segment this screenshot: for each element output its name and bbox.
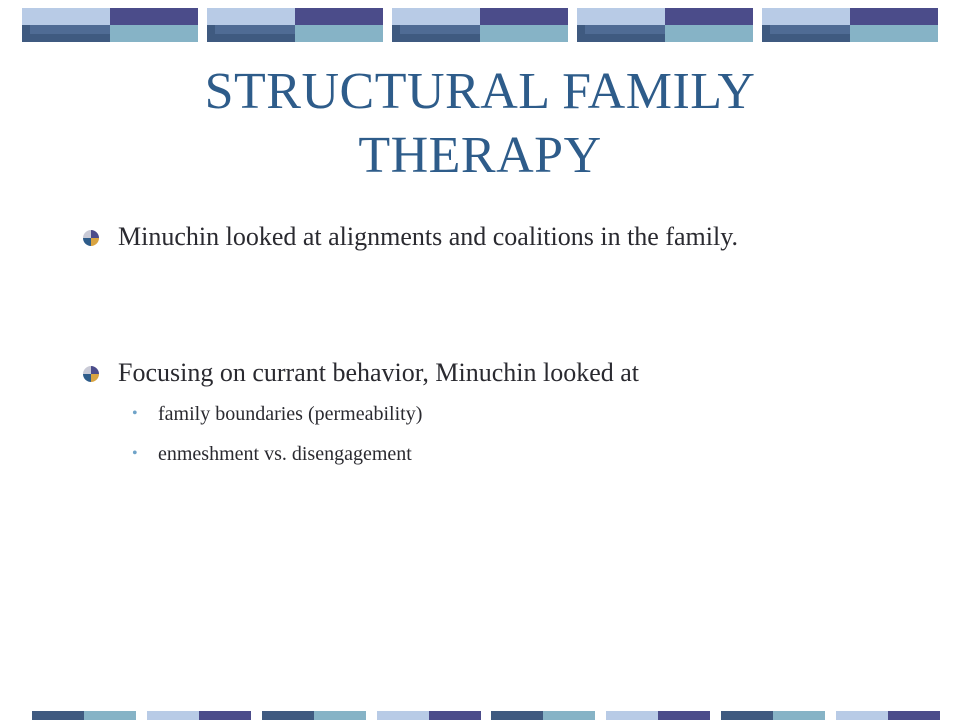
- sub-bullet-item: [118, 434, 842, 474]
- decor-strip: [606, 711, 710, 720]
- top-decoration-band: [22, 8, 938, 42]
- decor-tile: [392, 8, 568, 42]
- decor-strip: [262, 711, 366, 720]
- slide-title-line-2: THERAPY: [358, 127, 602, 184]
- bullet-text: Minuchin looked at alignments and coalitions in the family.: [118, 222, 739, 251]
- decor-tile: [762, 8, 938, 42]
- bottom-decoration-band: [32, 711, 940, 720]
- sub-bullet-list: [82, 394, 842, 474]
- decor-tile: [22, 8, 198, 42]
- decor-strip: [32, 711, 136, 720]
- bullet-text: Focusing on currant behavior, Minuchin looked at: [118, 358, 640, 387]
- decor-strip: [836, 711, 940, 720]
- sub-bullet-text: family boundaries (permeability): [158, 403, 423, 425]
- decor-strip: [377, 711, 481, 720]
- decor-strip: [147, 711, 251, 720]
- slide-title-line-1: STRUCTURAL FAMILY: [204, 63, 756, 120]
- decor-tile: [577, 8, 753, 42]
- dot-icon: •: [132, 405, 138, 422]
- quartered-circle-icon: [82, 365, 100, 383]
- slide-title: [0, 60, 960, 188]
- bullet-list: [82, 218, 842, 474]
- sub-bullet-item: [118, 394, 842, 434]
- decor-strip: [491, 711, 595, 720]
- quartered-circle-icon: [82, 229, 100, 247]
- dot-icon: •: [132, 445, 138, 462]
- decor-tile: [207, 8, 383, 42]
- decor-strip: [721, 711, 825, 720]
- bullet-item: [82, 218, 842, 256]
- sub-bullet-text: enmeshment vs. disengagement: [158, 443, 412, 465]
- bullet-item: [82, 354, 842, 392]
